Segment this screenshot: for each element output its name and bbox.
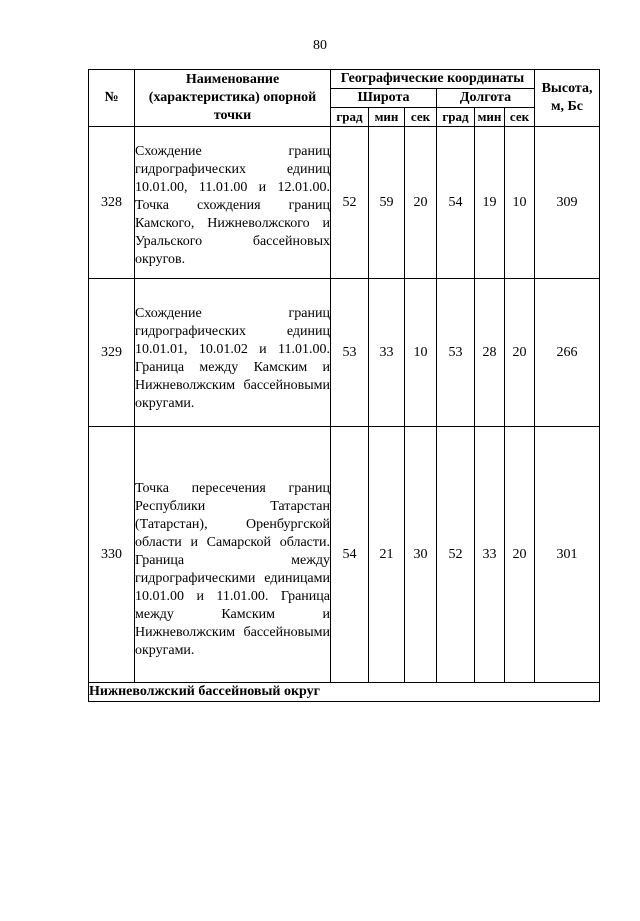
row-lon-min: 28: [475, 279, 505, 427]
row-lat-min: 33: [369, 279, 405, 427]
section-header-row: [89, 683, 600, 702]
row-lat-sec: 20: [405, 127, 437, 279]
header-number: №: [89, 70, 135, 127]
header-unit-lat-deg: град: [331, 108, 369, 127]
row-number: 330: [89, 427, 135, 683]
reference-points-table: [88, 69, 600, 702]
row-lat-min: 59: [369, 127, 405, 279]
row-lon-sec: 10: [505, 127, 535, 279]
page-number: 80: [313, 38, 327, 53]
header-unit-lat-sec: сек: [405, 108, 437, 127]
row-lat-sec: 30: [405, 427, 437, 683]
section-title: Нижневолжский бассейновый округ: [89, 683, 600, 702]
header-longitude: Долгота: [437, 89, 535, 108]
row-lat-min: 21: [369, 427, 405, 683]
table-row: [89, 427, 600, 683]
row-point-name: Схождение границ гидрографических единиц 10.01.01, 10.01.02 и 11.01.00. Граница между Камским и Нижневолжским бассейновыми округами.: [135, 279, 331, 427]
table-row: [89, 127, 600, 279]
row-lon-sec: 20: [505, 427, 535, 683]
header-latitude: Широта: [331, 89, 437, 108]
row-lon-min: 33: [475, 427, 505, 683]
row-lat-deg: 52: [331, 127, 369, 279]
row-lon-deg: 52: [437, 427, 475, 683]
header-height: Высота, м, Бс: [535, 70, 600, 127]
row-lon-min: 19: [475, 127, 505, 279]
row-height: 266: [535, 279, 600, 427]
header-unit-lon-sec: сек: [505, 108, 535, 127]
row-lon-deg: 54: [437, 127, 475, 279]
row-point-name: Схождение границ гидрографических единиц 10.01.00, 11.01.00 и 12.01.00. Точка схождения границ Камского, Нижневолжского и Уральского бассейновых округов.: [135, 127, 331, 279]
header-unit-lon-deg: град: [437, 108, 475, 127]
row-height: 309: [535, 127, 600, 279]
row-number: 329: [89, 279, 135, 427]
header-unit-lat-min: мин: [369, 108, 405, 127]
row-number: 328: [89, 127, 135, 279]
row-lat-deg: 54: [331, 427, 369, 683]
table-row: [89, 279, 600, 427]
header-point-name: Наименование (характеристика) опорной точки: [135, 70, 331, 127]
row-lon-sec: 20: [505, 279, 535, 427]
row-height: 301: [535, 427, 600, 683]
row-lat-deg: 53: [331, 279, 369, 427]
row-lat-sec: 10: [405, 279, 437, 427]
header-coordinates: Географические координаты: [331, 70, 535, 89]
row-lon-deg: 53: [437, 279, 475, 427]
row-point-name: Точка пересечения границ Республики Татарстан (Татарстан), Оренбургской области и Самарской области. Граница между гидрографическими единицами 10.01.00 и 11.01.00. Граница между Камским и Нижневолжским бассейновыми округами.: [135, 427, 331, 683]
header-unit-lon-min: мин: [475, 108, 505, 127]
